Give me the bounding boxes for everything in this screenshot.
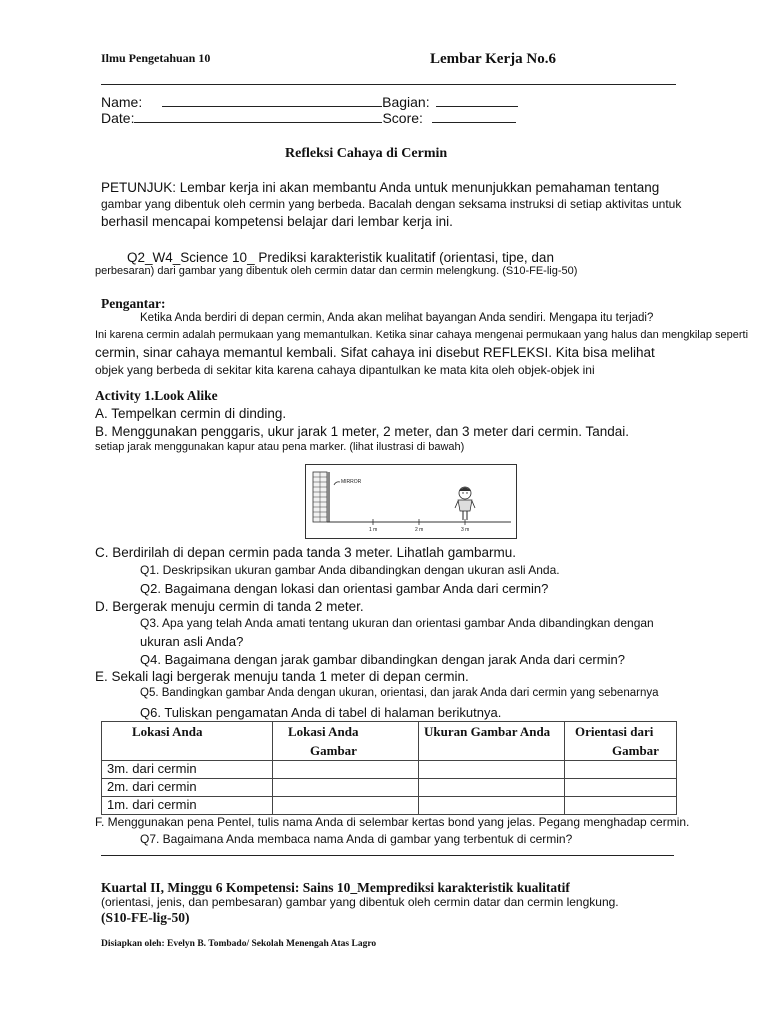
col-header-your-location: Lokasi Anda [102,722,273,761]
table-header-row [102,722,677,761]
observation-table [101,721,677,815]
mirror-illustration [305,464,517,539]
step-d: D. Bergerak menuju cermin di tanda 2 meter. [95,599,364,614]
score-field[interactable] [432,110,516,123]
question-q6: Q6. Tuliskan pengamatan Anda di tabel di halaman berikutnya. [140,705,502,720]
section-field[interactable] [436,94,518,107]
footer-competency: Kuartal II, Minggu 6 Kompetensi: Sains 10_Memprediksi karakteristik kualitatif [101,880,570,895]
question-q7: Q7. Bagaimana Anda membaca nama Anda di gambar yang terbentuk di cermin? [140,832,573,846]
instructions-line2: gambar yang dibentuk oleh cermin yang berbeda. Bacalah dengan seksama instruksi di setiap aktivitas untuk [101,197,682,211]
question-q3: Q3. Apa yang telah Anda amati tentang ukuran dan orientasi gambar Anda dibandingkan dengan [140,616,654,630]
cell-input[interactable] [565,779,677,797]
col-header-image-size: Ukuran Gambar Anda [419,722,565,761]
intro-heading: Pengantar: [101,296,166,311]
subject-label: Ilmu Pengetahuan 10 [101,51,211,65]
table-row [102,779,677,797]
question-q1: Q1. Deskripsikan ukuran gambar Anda dibandingkan dengan ukuran asli Anda. [140,563,560,577]
answer-line[interactable] [101,855,674,856]
row-label-1m: 1m. dari cermin [102,797,273,815]
step-e: E. Sekali lagi bergerak menuju tanda 1 meter di depan cermin. [95,669,469,684]
step-a: A. Tempelkan cermin di dinding. [95,406,287,421]
girl-figure [455,487,475,520]
col-header-image-orientation: Orientasi dari Gambar [565,722,677,761]
question-q5: Q5. Bandingkan gambar Anda dengan ukuran, orientasi, dan jarak Anda dari cermin yang sebenarnya [140,687,659,699]
table-row [102,761,677,779]
prepared-by: Disiapkan oleh: Evelyn B. Tombado/ Sekolah Menengah Atas Lagro [101,939,377,949]
row-label-2m: 2m. dari cermin [102,779,273,797]
instructions-line3: berhasil mencapai kompetensi belajar dari lembar kerja ini. [101,214,453,229]
activity-heading: Activity 1.Look Alike [95,388,218,403]
intro-line2: Ini karena cermin adalah permukaan yang memantulkan. Ketika sinar cahaya mengenai permukaan yang halus dan mengkilap seperti [95,329,749,341]
step-f: F. Menggunakan pena Pentel, tulis nama Anda di selembar kertas bond yang jelas. Pegang menghadap cermin. [95,815,690,829]
cell-input[interactable] [419,779,565,797]
step-b-note: setiap jarak menggunakan kapur atau pena marker. (lihat ilustrasi di bawah) [95,441,465,453]
cell-input[interactable] [565,761,677,779]
step-c: C. Berdirilah di depan cermin pada tanda 3 meter. Lihatlah gambarmu. [95,545,516,560]
cell-input[interactable] [273,779,419,797]
intro-line4: objek yang berbeda di sekitar kita karena cahaya dipantulkan ke mata kita oleh objek-objek ini [95,363,595,377]
date-row [101,110,516,126]
cell-input[interactable] [273,761,419,779]
competency-line1: Q2_W4_Science 10_ Prediksi karakteristik kualitatif (orientasi, tipe, dan [127,250,554,265]
cell-input[interactable] [273,797,419,815]
intro-line3: cermin, sinar cahaya memantul kembali. Sifat cahaya ini disebut REFLEKSI. Kita bisa melihat [95,345,655,360]
worksheet-number: Lembar Kerja No.6 [430,51,556,67]
row-label-3m: 3m. dari cermin [102,761,273,779]
footer-code: (S10-FE-lig-50) [101,910,190,925]
page-title: Refleksi Cahaya di Cermin [285,146,448,161]
illustration-svg [306,465,516,538]
mark-3m-label: 3 m [461,527,470,533]
table-row [102,797,677,815]
instructions-line1: PETUNJUK: Lembar kerja ini akan membantu Anda untuk menunjukkan pemahaman tentang [101,180,660,195]
name-row [101,94,518,110]
name-label: Name: [101,94,143,110]
competency-line2: perbesaran) dari gambar yang dibentuk oleh cermin datar dan cermin melengkung. (S10-FE-lig-50) [95,265,578,277]
header-divider [101,84,676,85]
col-header-image-location: Lokasi Anda Gambar [273,722,419,761]
intro-line1: Ketika Anda berdiri di depan cermin, Anda akan melihat bayangan Anda sendiri. Mengapa itu terjadi? [140,312,654,324]
mirror-wall [313,472,330,522]
mark-2m-label: 2 m [415,527,424,533]
date-label: Date: [101,110,135,126]
question-q3-cont: ukuran asli Anda? [140,634,244,649]
cell-input[interactable] [565,797,677,815]
score-label: Score: [382,110,423,126]
footer-competency-cont: (orientasi, jenis, dan pembesaran) gambar yang dibentuk oleh cermin datar dan cermin lengkung. [101,895,619,909]
question-q2: Q2. Bagaimana dengan lokasi dan orientasi gambar Anda dari cermin? [140,581,549,596]
name-field[interactable] [162,94,382,107]
date-field[interactable] [134,110,382,123]
mirror-pointer [334,482,340,485]
cell-input[interactable] [419,797,565,815]
mirror-label: MIRROR [341,479,362,485]
cell-input[interactable] [419,761,565,779]
step-b: B. Menggunakan penggaris, ukur jarak 1 meter, 2 meter, dan 3 meter dari cermin. Tandai. [95,424,630,439]
question-q4: Q4. Bagaimana dengan jarak gambar dibandingkan dengan jarak Anda dari cermin? [140,652,625,667]
section-label: Bagian: [382,94,430,110]
mark-1m-label: 1 m [369,527,378,533]
